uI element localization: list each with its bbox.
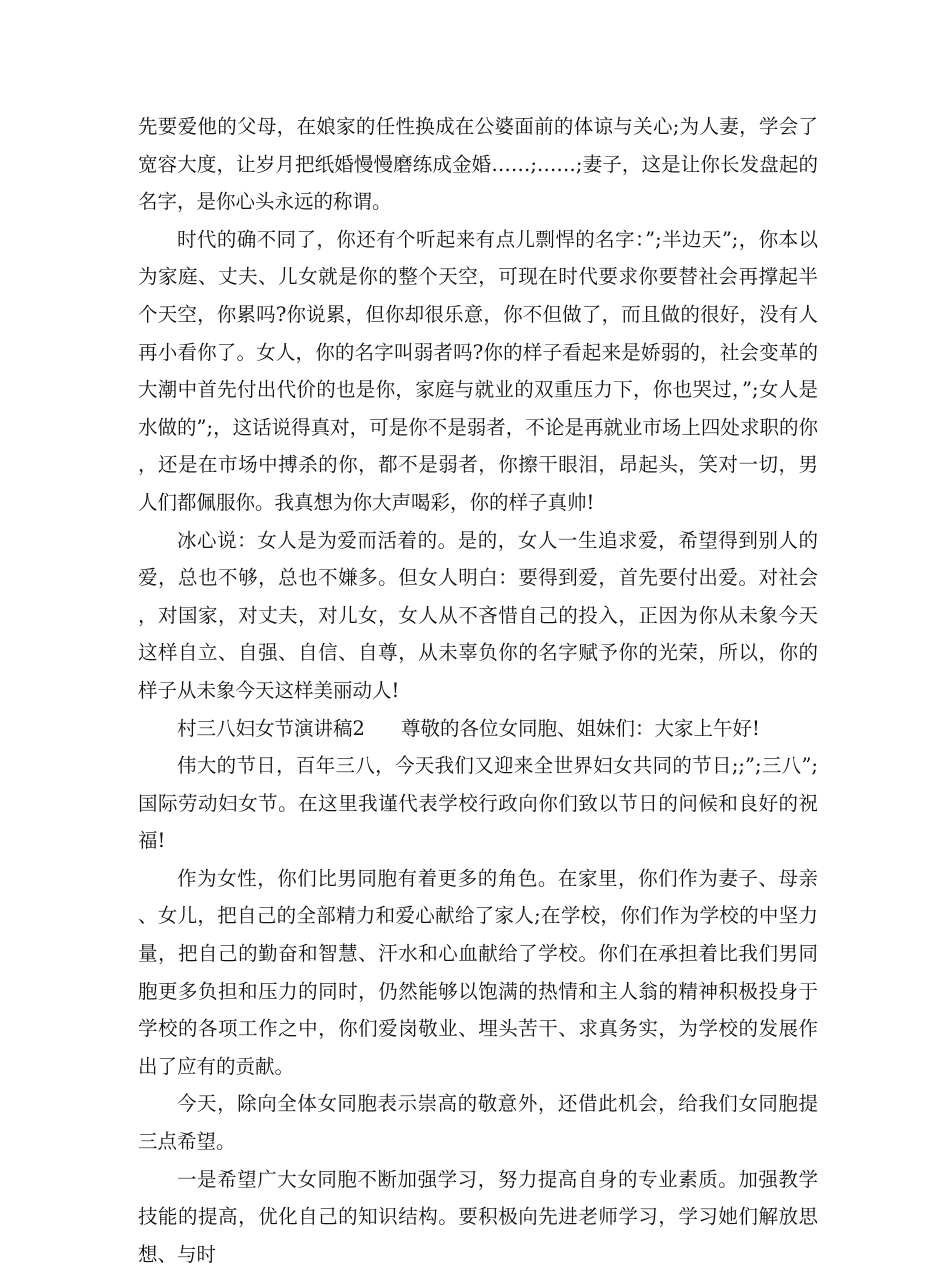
paragraph-5: 伟大的节日，百年三八，今天我们又迎来全世界妇女共同的节日;;”;三八”;国际劳动妇女节。在这里我谨代表学校行政向你们致以节日的问候和良好的祝福! [138,754,818,853]
paragraph-8: 一是希望广大女同胞不断加强学习，努力提高自身的专业素质。加强教学技能的提高，优化自己的知识结构。要积极向先进老师学习，学习她们解放思想、与时 [138,1167,818,1266]
paragraph-6: 作为女性，你们比男同胞有着更多的角色。在家里，你们作为妻子、母亲、女儿，把自己的全部精力和爱心献给了家人;在学校，你们作为学校的中坚力量，把自己的勤奋和智慧、汗水和心血献给了学校。你们在承担着比我们男同胞更多负担和压力的同时，仍然能够以饱满的热情和主人翁的精神积极投身于学校的各项工作之中，你们爱岗敬业、埋头苦干、求真务实，为学校的发展作出了应有的贡献。 [138,866,818,1078]
paragraph-7: 今天，除向全体女同胞表示崇高的敬意外，还借此机会，给我们女同胞提三点希望。 [138,1092,818,1154]
speech-greeting: 尊敬的各位女同胞、姐妹们：大家上午好! [400,716,760,740]
speech-heading-line [138,710,818,748]
paragraph-2: 时代的确不同了，你还有个听起来有点儿剽悍的名字：”;半边天”;，你本以为家庭、丈夫、儿女就是你的整个天空，可现在时代要求你要替社会再撑起半个天空，你累吗?你说累，但你却很乐意，你不但做了，而且做的很好，没有人再小看你了。女人，你的名字叫弱者吗?你的样子看起来是娇弱的，社会变革的大潮中首先付出代价的也是你，家庭与就业的双重压力下，你也哭过，”;女人是水做的”;，这话说得真对，可是你不是弱者，不论是再就业市场上四处求职的你，还是在市场中搏杀的你，都不是弱者，你擦干眼泪，昂起头，笑对一切，男人们都佩服你。我真想为你大声喝彩，你的样子真帅! [138,227,818,514]
speech-title: 村三八妇女节演讲稿2 [177,716,365,740]
paragraph-1: 先要爱他的父母，在娘家的任性换成在公婆面前的体谅与关心;为人妻，学会了宽容大度，让岁月把纸婚慢慢磨练成金婚……;……;妻子，这是让你长发盘起的名字，是你心头永远的称谓。 [138,115,818,214]
document-body [138,108,818,1273]
paragraph-3: 冰心说：女人是为爱而活着的。是的，女人一生追求爱，希望得到别人的爱，总也不够，总也不嫌多。但女人明白：要得到爱，首先要付出爱。对社会，对国家，对丈夫，对儿女，女人从不吝惜自己的投入，正因为你从未象今天这样自立、自强、自信、自尊，从未辜负你的名字赋予你的光荣，所以，你的样子从未象今天这样美丽动人! [138,528,818,702]
